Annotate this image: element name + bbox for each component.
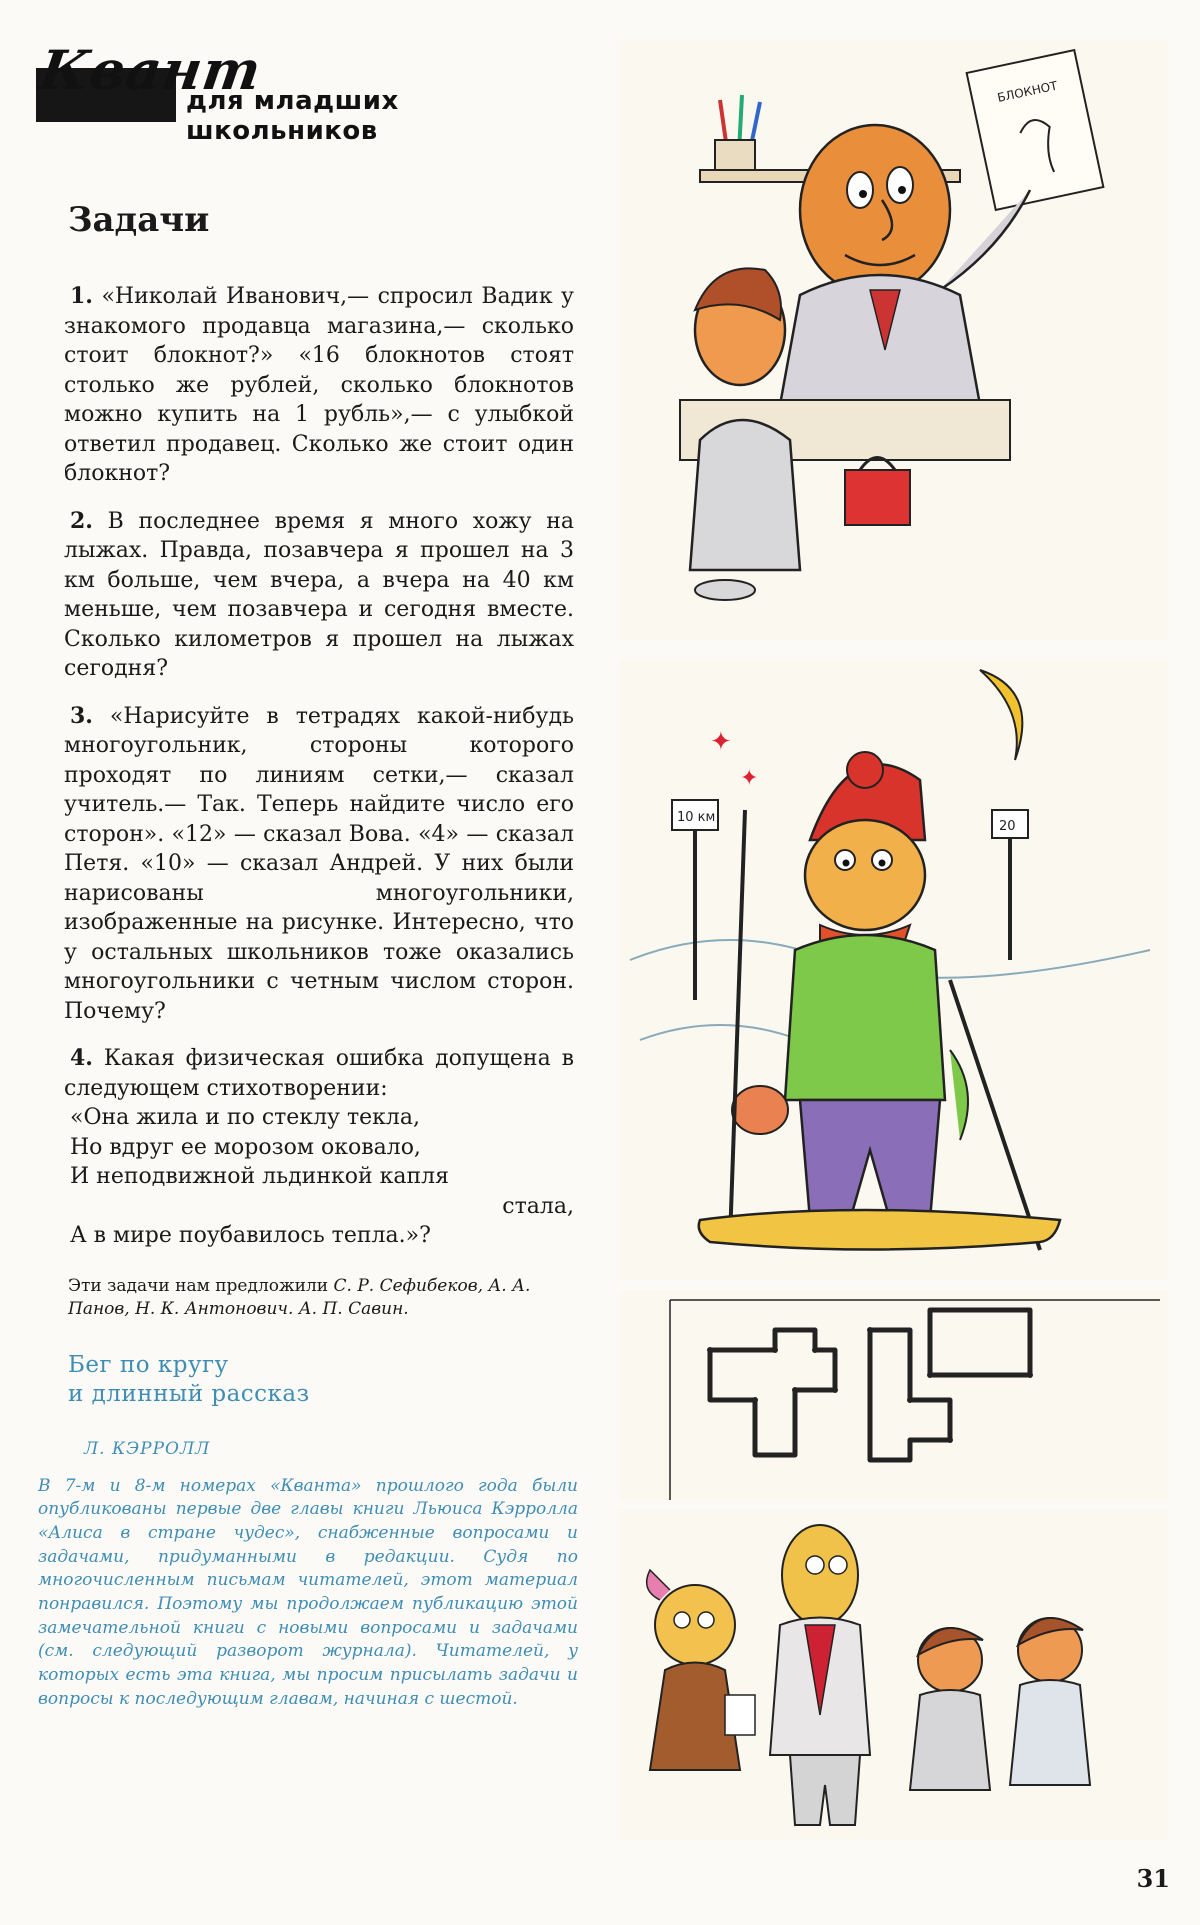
article-title-line: и длинный рассказ [68, 1380, 310, 1407]
problem-1 [64, 282, 574, 489]
page-number: 31 [1136, 1864, 1170, 1893]
credit-names: С. Р. Сефибеков, А. А. Панов, Н. К. Антонович. А. П. Савин. [68, 1275, 531, 1319]
article-title-line: Бег по кругу [68, 1351, 229, 1378]
problem-3 [64, 702, 574, 1027]
notebook-sign-label: БЛОКНОТ [996, 78, 1059, 105]
article-intro: В 7-м и 8-м номерах «Кванта» прошлого года были опубликованы первые две главы книги Льюиса Кэрролла «Алиса в стране чудес», снабженные вопросами и задачами, придуманными в редакции. Судя по многочисленным письмам читателей, этот материал понравился. Поэтому мы продолжаем публикацию этой замечательной книги с новыми вопросами и задачами (см. следующий разворот журнала). Читателей, у которых есть эта книга, мы просим присылать задачи и вопросы к последующим главам, начиная с шестой. [38, 1475, 578, 1709]
skier-illustration [620, 660, 1168, 1280]
sign-left-label: 10 км [677, 810, 716, 825]
problem-text: В последнее время я много хожу на лыжах. Правда, позавчера я прошел на 3 км больше, чем вчера, а вчера на 40 км меньше, чем позавчера и сегодня вместе. Сколько километров я прошел на лыжах сегодня? [64, 508, 574, 681]
poem [64, 1103, 574, 1251]
problem-text: «Николай Иванович,— спросил Вадик у знакомого продавца магазина,— сколько стоит блокнот?» «16 блокнотов стоят столько же рублей, сколько блокнотов можно купить на 1 рубль»,— с улыбкой ответил продавец. Сколько же стоит один блокнот? [64, 284, 574, 486]
sign-right-label: 20 [999, 819, 1016, 834]
characters-illustration [620, 1510, 1168, 1840]
article-author: Л. КЭРРОЛЛ [84, 1438, 211, 1459]
section-subtitle: для младших школьников [186, 86, 399, 146]
text-column [38, 200, 578, 1712]
section-title: Задачи [68, 200, 210, 240]
poem-line: И неподвижной льдинкой капля [70, 1164, 450, 1189]
problem-number: 1. [70, 283, 93, 309]
poem-line: стала, [502, 1193, 574, 1219]
star-icon: ✦ [740, 766, 759, 791]
polygons-figure [620, 1290, 1168, 1500]
magazine-header [35, 38, 556, 146]
problem-credits [68, 1275, 574, 1321]
magazine-logo: Квант [35, 38, 266, 102]
problem-4 [64, 1044, 574, 1103]
shop-illustration [620, 40, 1168, 640]
article-title [68, 1351, 574, 1409]
problem-text: Какая физическая ошибка допущена в следующем стихотворении: [64, 1046, 574, 1101]
problem-2 [64, 507, 574, 684]
poem-line: Но вдруг ее морозом оковало, [70, 1134, 421, 1160]
problem-number: 3. [70, 702, 93, 729]
star-icon: ✦ [710, 727, 732, 757]
problem-number: 2. [70, 507, 93, 534]
poem-line: А в мире поубавилось тепла.»? [70, 1223, 431, 1248]
illustration-column [620, 40, 1168, 1860]
problem-text: «Нарисуйте в тетрадях какой-нибудь многоугольник, стороны которого проходят по линиям сетки,— сказал учитель.— Так. Теперь найдите число его сторон». «12» — сказал Вова. «4» — сказал Петя. «10» — сказал Андрей. У них были нарисованы многоугольники, изображенные на рисунке. Интересно, что у остальных школьников тоже оказались многоугольники с четным числом сторон. Почему? [64, 703, 574, 1024]
poem-line: «Она жила и по стеклу текла, [70, 1105, 421, 1130]
problem-number: 4. [70, 1045, 93, 1071]
credit-prefix: Эти задачи нам предложили [68, 1275, 329, 1296]
